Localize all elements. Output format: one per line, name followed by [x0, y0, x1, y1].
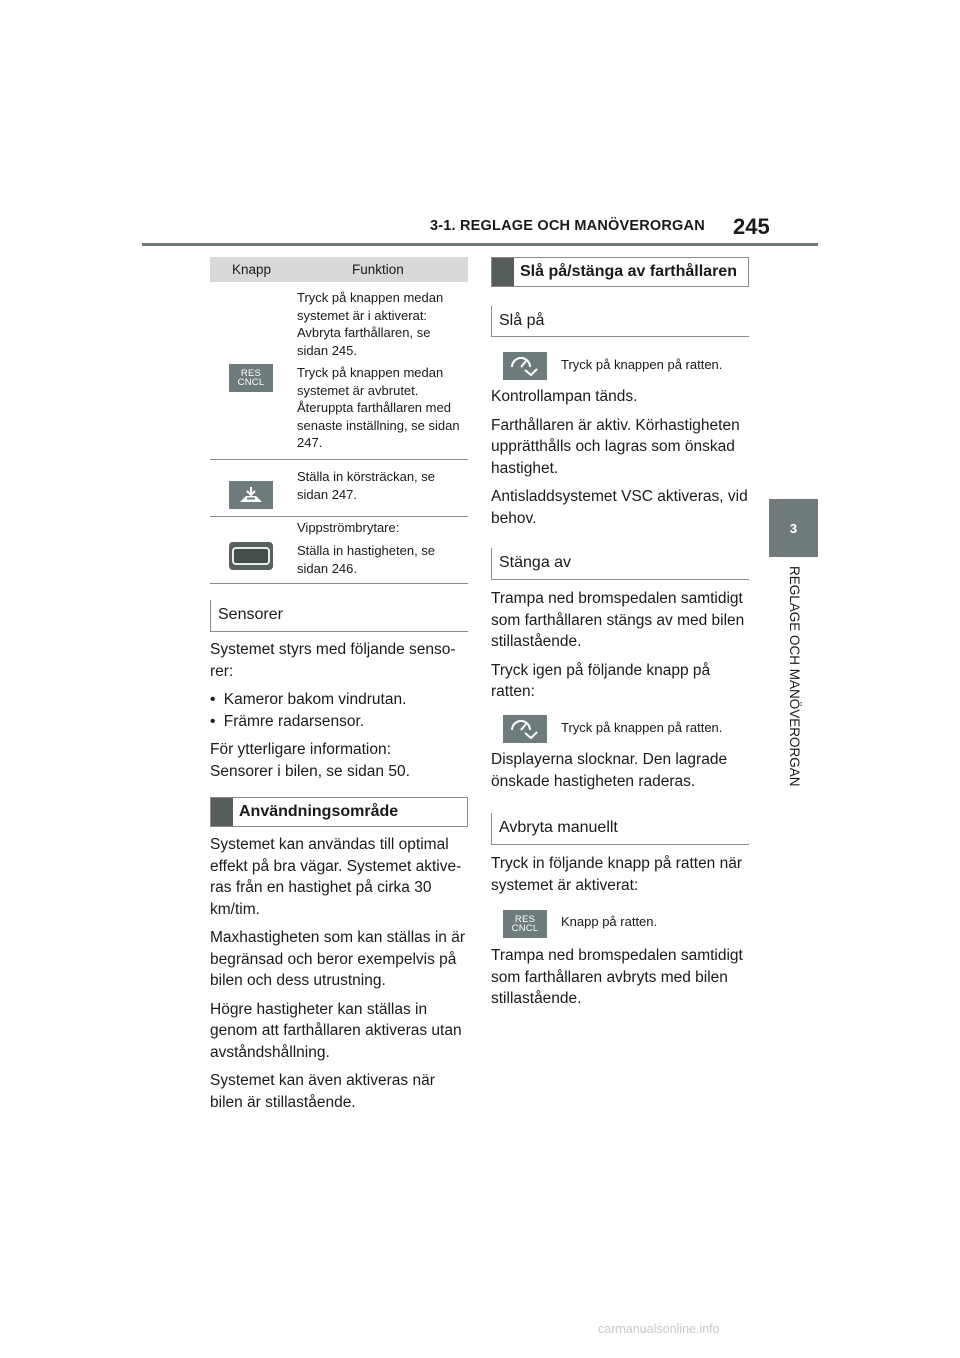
usage-paragraph-2: Maxhastigheten som kan ställas in är begränsad och beror exempelvis på bilen och dess utrustning. [210, 929, 466, 989]
sensors-section [210, 639, 468, 789]
switch-on-paragraph-2: Farthållaren är aktiv. Körhastigheten upprätthålls och lagras som önskad hastighet. [491, 416, 740, 477]
switch-off-heading: Stänga av [491, 548, 749, 580]
sensors-bullet-1: • Kameror bakom vindrutan. [210, 691, 407, 708]
usage-paragraph-4: Systemet kan även aktiveras när bilen är stillastående. [210, 1072, 435, 1111]
chapter-tab[interactable]: 3 [769, 499, 818, 557]
res-cncl-button-icon: RES CNCL [503, 910, 547, 938]
cruise-control-icon [503, 352, 547, 380]
cancel-paragraph-1: Tryck in följande knapp på ratten när systemet är aktiverat: [491, 855, 743, 894]
on-off-heading: Slå på/stänga av farthållaren [491, 257, 749, 287]
usage-paragraph-1: Systemet kan användas till optimal effekt på bra vägar. Systemet aktiveras från en hastighet på cirka 30 km/tim. [210, 836, 462, 918]
chapter-side-label [784, 566, 804, 826]
usage-paragraph-3: Högre hastigheter kan ställas in genom att farthållaren aktiveras utan avståndshållning. [210, 1000, 462, 1061]
sensors-heading: Sensorer [210, 600, 468, 632]
column-header-button: Knapp [232, 262, 272, 277]
section-title: 3-1. REGLAGE OCH MANÖVERORGAN [430, 218, 705, 234]
rocker-switch-icon [229, 542, 273, 570]
switch-off-result: Displayerna slocknar. Den lagrade önskade hastigheten raderas. [491, 751, 728, 790]
watermark-link[interactable]: carmanualsonline.info [598, 1322, 720, 1336]
table-row-divider [210, 459, 468, 460]
cancel-paragraph-2: Trampa ned bromspedalen samtidigt som farthållaren avbryts med bilen stillastående. [491, 947, 743, 1007]
table-row-divider [210, 516, 468, 517]
row3-function-1: Vippströmbrytare: [297, 520, 400, 535]
row3-function-2: Ställa in hastigheten, se sidan 246. [297, 543, 436, 576]
switch-off-paragraph-1: Trampa ned bromspedalen samtidigt som farthållaren stängs av med bilen stillastående. [491, 590, 745, 650]
switch-on-instruction: Tryck på knappen på ratten. [561, 357, 723, 372]
usage-section [210, 834, 468, 1120]
table-bottom-rule [210, 583, 468, 584]
cancel-heading: Avbryta manuellt [491, 813, 749, 845]
row2-function: Ställa in körsträckan, se sidan 247. [297, 469, 436, 502]
switch-off-section [491, 588, 749, 710]
res-cncl-button-icon: RES CNCL [229, 364, 273, 392]
sensors-page-ref[interactable]: Sensorer i bilen, se sidan 50. [210, 762, 410, 780]
switch-on-paragraph-3: Antisladdsystemet VSC aktiveras, vid behov. [491, 488, 748, 527]
usage-heading: Användningsområde [210, 797, 468, 827]
distance-setting-icon [229, 481, 273, 509]
switch-on-section [491, 386, 749, 536]
cancel-instruction: Knapp på ratten. [561, 914, 658, 929]
header-rule [142, 243, 818, 246]
page-number: 245 [733, 214, 770, 239]
cruise-control-icon [503, 715, 547, 743]
switch-off-instruction: Tryck på knappen på ratten. [561, 720, 723, 735]
column-header-function: Funktion [352, 262, 404, 277]
row1-function-2: Tryck på knappen medan systemet är avbrutet. Återuppta farthållaren med senaste inställning, se sidan 247. [297, 365, 460, 450]
sensors-intro: Systemet styrs med följande sensorer: [210, 641, 456, 680]
switch-on-heading: Slå på [491, 306, 749, 337]
switch-on-paragraph-1: Kontrollampan tänds. [491, 388, 638, 405]
row1-function-1: Tryck på knappen medan systemet är i aktiverat: Avbryta farthållaren, se sidan 245. [297, 290, 444, 358]
sensors-bullet-2: • Främre radarsensor. [210, 712, 365, 730]
switch-off-paragraph-2: Tryck igen på följande knapp på ratten: [491, 661, 711, 700]
sensors-more-info: För ytterligare information: [210, 741, 391, 758]
table-header [210, 257, 468, 282]
chapter-title: REGLAGE OCH MANÖVERORGAN [787, 566, 802, 787]
